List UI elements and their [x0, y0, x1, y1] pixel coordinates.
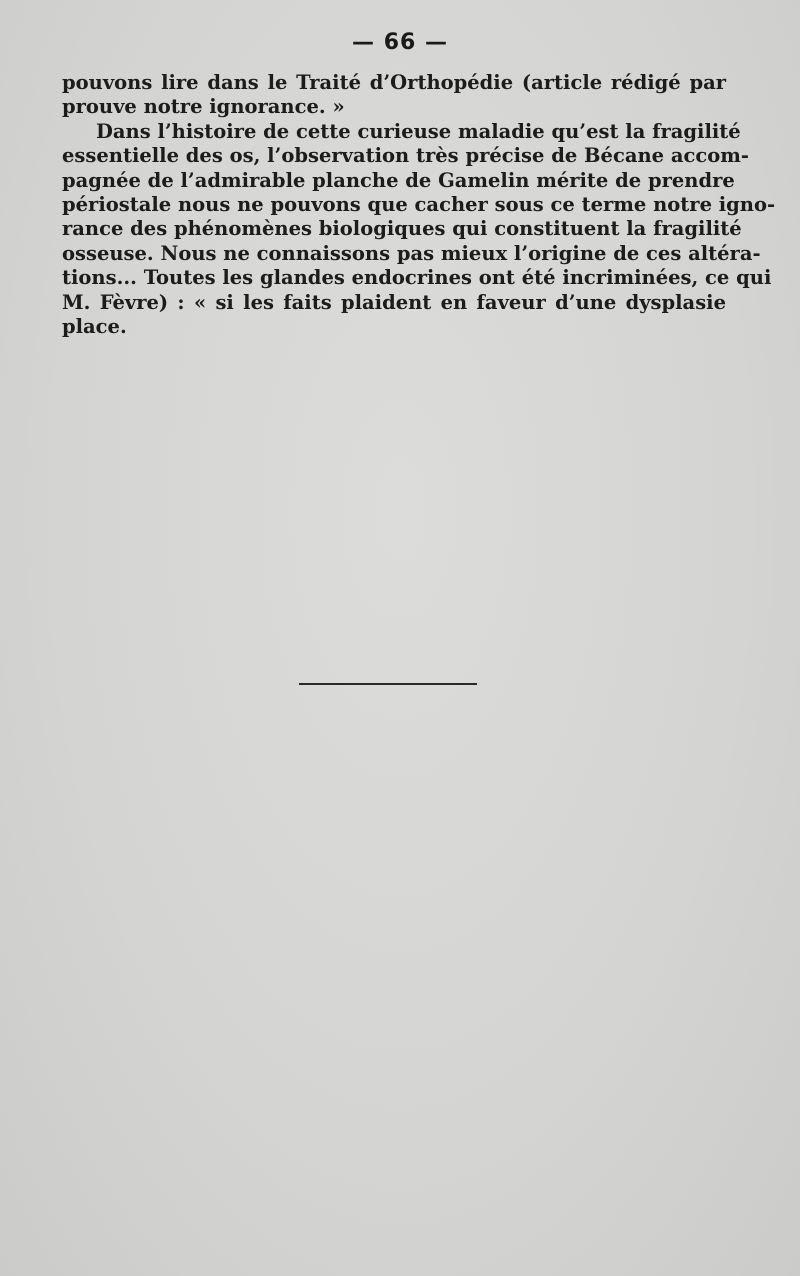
text-line: périostale nous ne pouvons que cacher sous ce terme notre igno- [62, 193, 776, 217]
text-line: M. Fèvre) : « si les faits plaident en faveur d’une dysplasie [62, 290, 726, 314]
text-line: Dans l’histoire de cette curieuse maladie qu’est la fragilité [96, 119, 741, 143]
text-line: pagnée de l’admirable planche de Gamelin mérite de prendre [62, 168, 735, 192]
page-number: — 66 — [352, 30, 448, 55]
body-text [62, 71, 776, 339]
text-line: prouve notre ignorance. » [62, 95, 345, 119]
text-line: osseuse. Nous ne connaissons pas mieux l’origine de ces altéra- [62, 241, 761, 265]
text-line: rance des phénomènes biologiques qui constituent la fragilité [62, 217, 742, 241]
section-divider [299, 683, 477, 685]
text-line: tions... Toutes les glandes endocrines ont été incriminées, ce qui [62, 266, 772, 290]
text-line: place. [62, 315, 127, 339]
text-line: essentielle des os, l’observation très précise de Bécane accom- [62, 144, 749, 168]
text-line: pouvons lire dans le Traité d’Orthopédie (article rédigé par [62, 71, 726, 94]
